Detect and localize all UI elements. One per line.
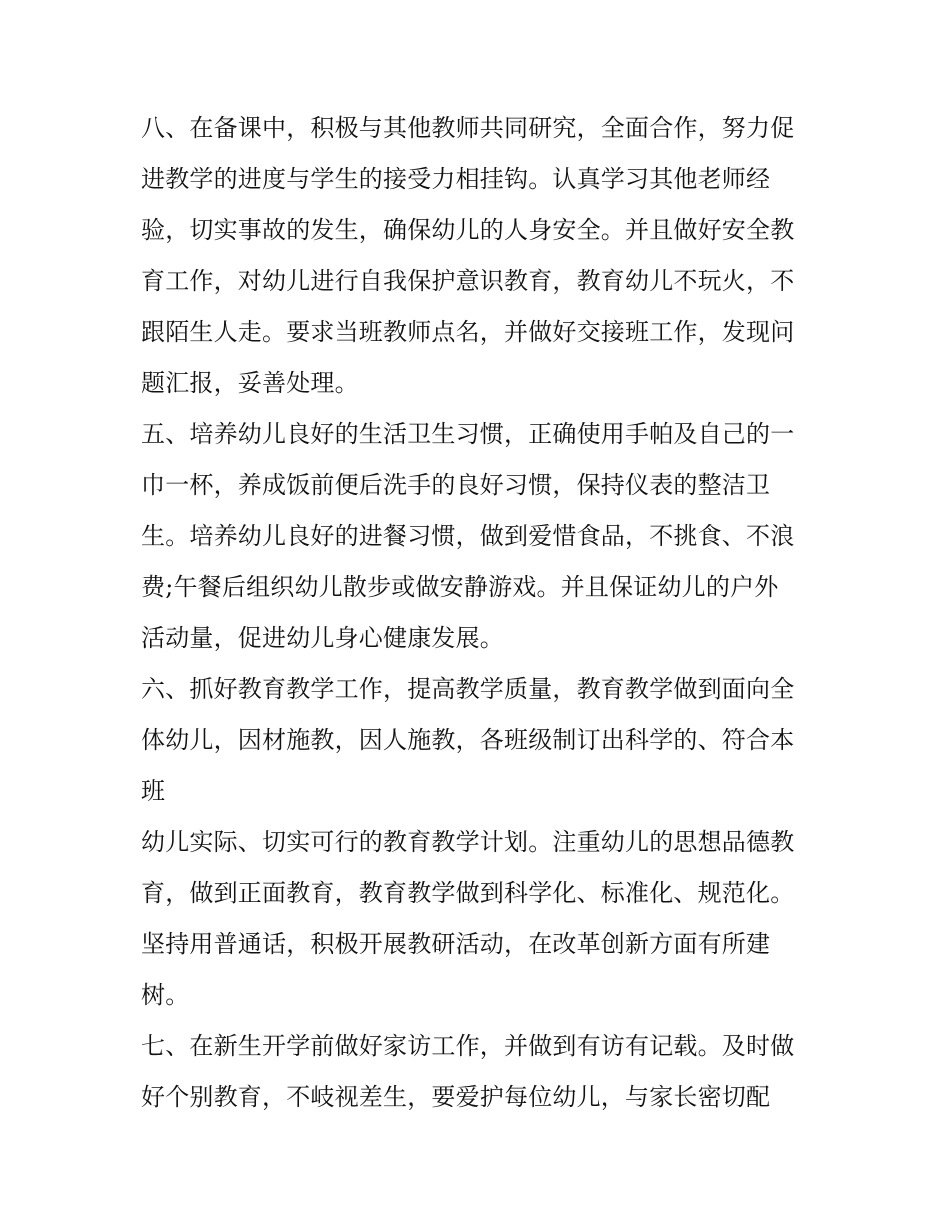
text-line: 育，做到正面教育，教育教学做到科学化、标准化、规范化。 <box>141 879 795 907</box>
text-line: 育工作，对幼儿进行自我保护意识教育，教育幼儿不玩火，不 <box>141 267 795 295</box>
text-line: 生。培养幼儿良好的进餐习惯，做到爱惜食品，不挑食、不浪 <box>141 522 795 550</box>
text-line: 八、在备课中，积极与其他教师共同研究，全面合作，努力促 <box>141 114 795 142</box>
text-line: 体幼儿，因材施教，因人施教，各班级制订出科学的、符合本 <box>141 726 795 754</box>
text-line: 验，切实事故的发生，确保幼儿的人身安全。并且做好安全教 <box>141 216 795 244</box>
text-line: 五、培养幼儿良好的生活卫生习惯，正确使用手帕及自己的一 <box>141 420 795 448</box>
text-line: 坚持用普通话，积极开展教研活动，在改革创新方面有所建 <box>141 930 771 958</box>
text-line: 跟陌生人走。要求当班教师点名，并做好交接班工作，发现问 <box>141 318 795 346</box>
text-line: 好个别教育，不岐视差生，要爱护每位幼儿，与家长密切配 <box>141 1083 771 1111</box>
document-body <box>141 103 821 1123</box>
text-line: 活动量，促进幼儿身心健康发展。 <box>141 624 504 652</box>
text-line: 幼儿实际、切实可行的教育教学计划。注重幼儿的思想品德教 <box>141 828 795 856</box>
text-line: 六、抓好教育教学工作，提高教学质量，教育教学做到面向全 <box>141 675 795 703</box>
text-line: 七、在新生开学前做好家访工作，并做到有访有记载。及时做 <box>141 1032 795 1060</box>
text-line: 费;午餐后组织幼儿散步或做安静游戏。并且保证幼儿的户外 <box>141 573 779 601</box>
text-line: 巾一杯，养成饭前便后洗手的良好习惯，保持仪表的整洁卫 <box>141 471 771 499</box>
text-line: 进教学的进度与学生的接受力相挂钩。认真学习其他老师经 <box>141 165 771 193</box>
text-line: 题汇报，妥善处理。 <box>141 369 359 397</box>
text-line: 班 <box>141 777 166 805</box>
text-line: 树。 <box>141 981 190 1009</box>
